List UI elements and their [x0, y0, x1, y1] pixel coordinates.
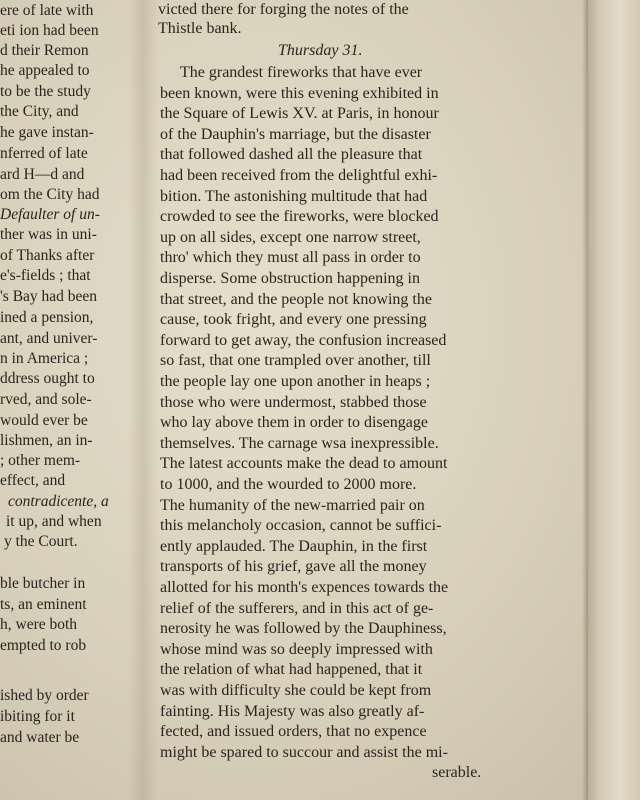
article-line: the relation of what had happened, that it — [160, 661, 423, 678]
article-line: those who were undermost, stabbed those — [160, 394, 427, 411]
article-line: crowded to see the fireworks, were blocked — [160, 208, 439, 225]
left-column-line: d their Remon — [0, 42, 89, 59]
article-line: of the Dauphin's marriage, but the disaster — [160, 126, 431, 143]
page-fold-edge — [588, 0, 640, 800]
left-column-line: 's Bay had been — [0, 288, 98, 305]
left-column-line: ined a pension, — [0, 309, 94, 326]
left-column-line: ble butcher in — [0, 575, 86, 592]
left-column-line: he gave instan- — [0, 124, 94, 141]
article-line: transports of his grief, gave all the money — [160, 558, 427, 575]
left-column-line: ished by order — [0, 687, 89, 704]
left-column-line: ant, and univer- — [0, 330, 98, 347]
article-line: to 1000, and the wourded to 2000 more. — [160, 476, 417, 493]
article-line: forward to get away, the confusion increased — [160, 332, 447, 349]
left-column-line: ; other mem- — [0, 452, 81, 469]
article-line: victed there for forging the notes of the — [158, 1, 409, 18]
left-column-line: and water be — [0, 729, 80, 746]
left-column-line: ibiting for it — [0, 708, 75, 725]
left-column-line: ts, an eminent — [0, 596, 87, 613]
article-line: relief of the sufferers, and in this act of ge- — [160, 600, 434, 617]
article-line: ently applauded. The Dauphin, in the first — [160, 538, 428, 555]
left-column-line: effect, and — [0, 472, 66, 489]
article-line: The grandest fireworks that have ever — [180, 64, 423, 81]
left-column-line: e's-fields ; that — [0, 267, 91, 284]
left-column-line: the City, and — [0, 103, 79, 120]
article-line: was with difficulty she could be kept from — [160, 682, 432, 699]
left-column-line: rved, and sole- — [0, 391, 92, 408]
left-column-line: ther was in uni- — [0, 226, 97, 243]
left-column-line: lishmen, an in- — [0, 432, 93, 449]
left-column-line: om the City had — [0, 186, 100, 203]
article-line: that street, and the people not knowing the — [160, 291, 432, 308]
article-line: might be spared to succour and assist the mi- — [160, 744, 448, 761]
date-heading: Thursday 31. — [278, 42, 363, 59]
article-line: the Square of Lewis XV. at Paris, in honour — [160, 105, 439, 122]
left-column-line: he appealed to — [0, 62, 90, 79]
left-column-line: it up, and when — [6, 513, 102, 530]
left-column-line: n in America ; — [0, 350, 89, 367]
article-line: The latest accounts make the dead to amount — [160, 455, 448, 472]
left-column-line: eti ion had been — [0, 22, 99, 39]
article-line: The humanity of the new-married pair on — [160, 497, 425, 514]
article-line: Thistle bank. — [158, 20, 242, 37]
article-line: that followed dashed all the pleasure that — [160, 146, 423, 163]
article-line: allotted for his month's expences towards the — [160, 579, 449, 596]
article-line: been known, were this evening exhibited in — [160, 85, 439, 102]
article-line: thro' which they must all pass in order to — [160, 249, 421, 266]
left-column-line: empted to rob — [0, 637, 87, 654]
left-column-line: Defaulter of un- — [0, 206, 100, 223]
left-column-line: ard H—d and — [0, 166, 85, 183]
left-column-line: h, were both — [0, 616, 78, 633]
left-column-line: of Thanks after — [0, 247, 95, 264]
main-column-text — [148, 0, 528, 800]
left-column-line: to be the study — [0, 83, 91, 100]
left-column-line: nferred of late — [0, 145, 88, 162]
article-line: whose mind was so deeply impressed with — [160, 641, 433, 658]
article-line: nerosity he was followed by the Dauphiness, — [160, 620, 447, 637]
article-line: fainting. His Majesty was also greatly af- — [160, 703, 425, 720]
left-column-line: contradicente, a — [8, 493, 109, 510]
article-line: up on all sides, except one narrow street, — [160, 229, 421, 246]
left-column-line: ddress ought to — [0, 370, 95, 387]
article-line: fected, and issued orders, that no expence — [160, 723, 427, 740]
article-line: who lay above them in order to disengage — [160, 414, 428, 431]
left-column-line: ere of late with — [0, 2, 94, 19]
left-column-line: y the Court. — [4, 533, 78, 550]
article-line: the people lay one upon another in heaps ; — [160, 373, 431, 390]
article-line: bition. The astonishing multitude that had — [160, 188, 428, 205]
article-line: had been received from the delightful exhi- — [160, 167, 438, 184]
article-line: cause, took fright, and every one pressing — [160, 311, 427, 328]
article-line: themselves. The carnage wsa inexpressible. — [160, 435, 439, 452]
left-column-line: would ever be — [0, 412, 88, 429]
left-column-text — [0, 0, 132, 800]
article-line: this melancholy occasion, cannot be suffici- — [160, 517, 442, 534]
article-line: serable. — [432, 764, 482, 781]
article-line: so fast, that one trampled over another, till — [160, 352, 431, 369]
article-line: disperse. Some obstruction happening in — [160, 270, 420, 287]
